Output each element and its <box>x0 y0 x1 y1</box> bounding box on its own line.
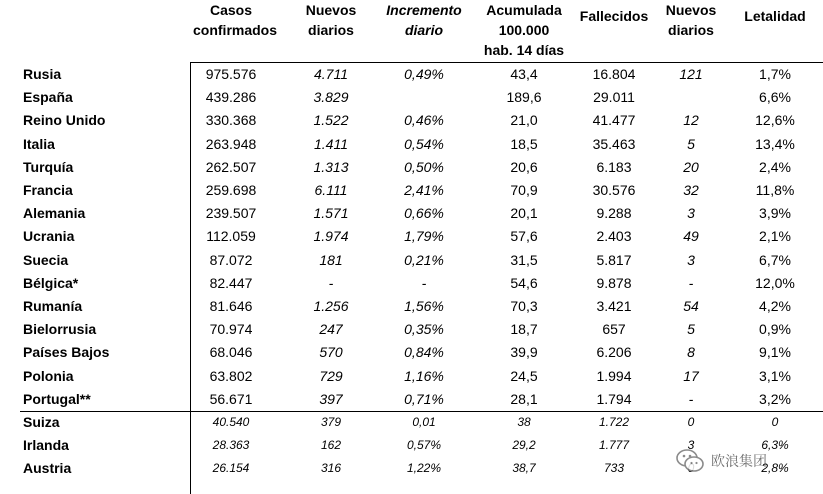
table-cell: 729 <box>319 367 343 384</box>
table-cell: 9.288 <box>596 205 632 222</box>
header-line: diarios <box>308 22 354 38</box>
table-cell: 316 <box>320 461 342 476</box>
table-cell: 3 <box>687 205 695 222</box>
table-cell: 56.671 <box>209 390 253 407</box>
table-cell: 379 <box>320 415 342 429</box>
table-cell: 87.072 <box>209 251 253 268</box>
header-line: diarios <box>668 22 714 38</box>
table-cell: 0,84% <box>404 344 444 361</box>
table-cell: 20,6 <box>510 158 538 175</box>
table-cell: 29.011 <box>593 89 635 106</box>
table-cell: 4.711 <box>314 66 348 82</box>
table-cell: 1.974 <box>313 228 349 245</box>
table-cell: 68.046 <box>209 344 253 361</box>
table-cell: 112.059 <box>206 228 256 245</box>
header-letalidad <box>730 6 820 26</box>
table-cell: 0,57% <box>406 438 442 453</box>
table-cell: 439.286 <box>205 89 257 106</box>
table-cell: 20 <box>683 158 699 175</box>
table-cell: 17 <box>683 367 699 384</box>
table-cell: 32 <box>683 182 699 198</box>
table-cell: 2,41% <box>404 182 444 198</box>
row-country: Portugal** <box>23 390 91 407</box>
row-country: Bielorrusia <box>23 321 97 338</box>
table-cell: 1.411 <box>314 135 348 152</box>
table-cell: 263.948 <box>205 135 257 152</box>
table-cell: 70,9 <box>510 182 538 198</box>
table-cell: 733 <box>603 461 625 476</box>
table-cell: 259.698 <box>205 182 257 198</box>
table-cell: 1,16% <box>404 367 444 384</box>
table-cell: 38 <box>517 415 531 429</box>
table-cell: 12,0% <box>755 274 795 291</box>
row-country: Bélgica* <box>23 274 79 291</box>
table-cell: 18,5 <box>510 135 538 152</box>
table-cell: 3,9% <box>759 205 791 222</box>
table-cell: 49 <box>683 228 699 245</box>
table-cell: 6.183 <box>596 158 632 175</box>
table-cell: 657 <box>602 321 626 338</box>
table-cell: 12,6% <box>755 112 795 129</box>
table-cell: 0,46% <box>404 112 444 129</box>
header-line: Incremento <box>386 2 462 18</box>
header-nuevos-diarios <box>295 0 367 40</box>
table-cell: 24,5 <box>510 367 538 384</box>
table-cell: 21,0 <box>510 112 538 129</box>
table-cell: 239.507 <box>205 205 257 222</box>
table-cell: 81.646 <box>209 298 253 314</box>
table-cell: 9.878 <box>596 274 632 291</box>
table-cell: 70.974 <box>209 321 253 338</box>
table-cell: 5.817 <box>596 251 632 268</box>
table-cell: 39,9 <box>510 344 538 361</box>
table-cell: 5 <box>687 321 695 338</box>
table-cell: 1.777 <box>598 438 630 453</box>
header-nuevos-diarios-2 <box>659 0 723 40</box>
row-country: España <box>23 89 73 106</box>
table-cell: 28.363 <box>212 438 250 453</box>
table-cell: - <box>328 274 334 291</box>
table-cell: - <box>688 274 694 291</box>
table-cell: 0,01 <box>412 415 436 429</box>
table-cell: 18,7 <box>510 321 538 338</box>
row-country: Turquía <box>23 158 74 175</box>
row-country: Países Bajos <box>23 344 110 361</box>
header-casos <box>193 0 278 40</box>
table-cell: 3,2% <box>759 390 791 407</box>
table-cell: 1.313 <box>313 158 349 175</box>
table-cell: 57,6 <box>510 228 538 245</box>
header-line: hab. 14 días <box>483 42 565 58</box>
table-cell: 1.722 <box>598 415 630 429</box>
table-cell: 12 <box>683 112 699 129</box>
header-line: Acumulada <box>486 2 562 18</box>
table-cell: 162 <box>320 438 342 453</box>
table-cell: 181 <box>319 251 343 268</box>
watermark <box>675 446 767 476</box>
header-line: diario <box>404 22 444 38</box>
table-cell: 1.256 <box>313 298 349 314</box>
header-fallecidos <box>576 6 652 26</box>
table-cell: 247 <box>319 321 343 338</box>
table-cell: 6.111 <box>314 182 348 198</box>
header-line: Letalidad <box>744 8 806 24</box>
table-cell: 0,9% <box>759 321 791 338</box>
header-line: Nuevos <box>305 2 357 18</box>
row-country: Reino Unido <box>23 112 106 129</box>
table-cell: 6.206 <box>596 344 632 361</box>
table-cell: 6,3% <box>761 438 789 453</box>
table-cell: 2.403 <box>596 228 632 245</box>
watermark-text: 欧浪集团 <box>711 453 767 469</box>
wechat-icon <box>675 446 705 476</box>
table-cell: 2,4% <box>759 158 791 175</box>
row-country: Suecia <box>23 251 69 268</box>
table-cell: 1,56% <box>404 298 444 314</box>
left-rule <box>190 62 191 494</box>
table-cell: 6,7% <box>759 251 791 268</box>
table-cell: 1,79% <box>404 228 444 245</box>
row-country: Alemania <box>23 205 86 222</box>
table-cell: 31,5 <box>510 251 538 268</box>
table-cell: 2,8% <box>761 461 789 476</box>
top-rule <box>190 62 823 63</box>
table-cell: 30.576 <box>592 182 636 198</box>
table-cell: 121 <box>679 66 703 82</box>
table-cell: - <box>421 274 427 291</box>
row-country: Italia <box>23 135 55 152</box>
table-cell: 54,6 <box>510 274 538 291</box>
table-cell: 9,1% <box>759 344 791 361</box>
table-cell: 3.829 <box>313 89 349 106</box>
table-cell: 1,22% <box>406 461 442 476</box>
table-cell: 26.154 <box>212 461 250 476</box>
table-cell: 70,3 <box>510 298 538 314</box>
table-cell: 570 <box>319 344 343 361</box>
table-cell: 28,1 <box>510 390 538 407</box>
table-cell: 0,66% <box>404 205 444 222</box>
table-cell: 20,1 <box>510 205 538 222</box>
table-cell: 3 <box>687 438 695 453</box>
table-cell: 3.421 <box>596 298 632 314</box>
table-cell: 262.507 <box>205 158 257 175</box>
table-cell: 13,4% <box>755 135 795 152</box>
row-country: Francia <box>23 182 73 198</box>
row-country: Austria <box>23 460 72 477</box>
table-cell: 3 <box>687 251 695 268</box>
table-cell: 1.794 <box>596 390 632 407</box>
table-cell: 0,54% <box>404 135 444 152</box>
table-cell: 330.368 <box>205 112 257 129</box>
table-cell: 43,4 <box>510 66 538 82</box>
table-cell: 0,50% <box>404 158 444 175</box>
table-cell: 63.802 <box>209 367 253 384</box>
table-cell: 0,35% <box>404 321 444 338</box>
table-cell: 2,1% <box>759 228 791 245</box>
row-country: Ucrania <box>23 228 75 245</box>
table-cell: 0,21% <box>404 251 444 268</box>
table-cell: 1.571 <box>313 205 349 222</box>
header-line: Fallecidos <box>579 8 649 24</box>
row-country: Rusia <box>23 66 62 82</box>
table-cell: 54 <box>683 298 699 314</box>
table-cell: 0 <box>687 415 695 429</box>
table-cell: 397 <box>319 390 343 407</box>
table-cell: 1.522 <box>313 112 349 129</box>
table-cell: 35.463 <box>592 135 636 152</box>
table-cell: 11,8% <box>755 182 795 198</box>
row-country: Rumanía <box>23 298 83 314</box>
table-cell: 38,7 <box>512 461 536 476</box>
table-cell: 41.477 <box>592 112 636 129</box>
row-country: Suiza <box>23 414 60 430</box>
header-line: 100.000 <box>498 22 550 38</box>
table-cell: 82.447 <box>209 274 253 291</box>
table-cell: 6,6% <box>759 89 791 106</box>
table-cell: 3,1% <box>759 367 791 384</box>
table-cell: 975.576 <box>205 66 257 82</box>
table-cell: 0,71% <box>404 390 444 407</box>
header-acumulada <box>476 0 572 60</box>
table-cell: 5 <box>687 135 695 152</box>
table-cell: 189,6 <box>506 89 542 106</box>
table-cell: - <box>688 390 694 407</box>
header-line: Nuevos <box>665 2 717 18</box>
table-cell: 1.994 <box>596 367 632 384</box>
row-country: Irlanda <box>23 437 69 454</box>
header-incremento <box>375 0 473 40</box>
table-cell: 29,2 <box>512 438 536 453</box>
table-cell: 0,49% <box>404 66 444 82</box>
table-cell: 40.540 <box>212 415 250 429</box>
table-cell: 8 <box>687 344 695 361</box>
table-cell: 4,2% <box>759 298 791 314</box>
row-country: Polonia <box>23 367 74 384</box>
header-line: confirmados <box>193 22 278 38</box>
header-line: Casos <box>209 2 253 18</box>
table-cell: 1,7% <box>759 66 791 82</box>
table-cell: 0 <box>771 415 779 429</box>
table-cell: 16.804 <box>592 66 636 82</box>
